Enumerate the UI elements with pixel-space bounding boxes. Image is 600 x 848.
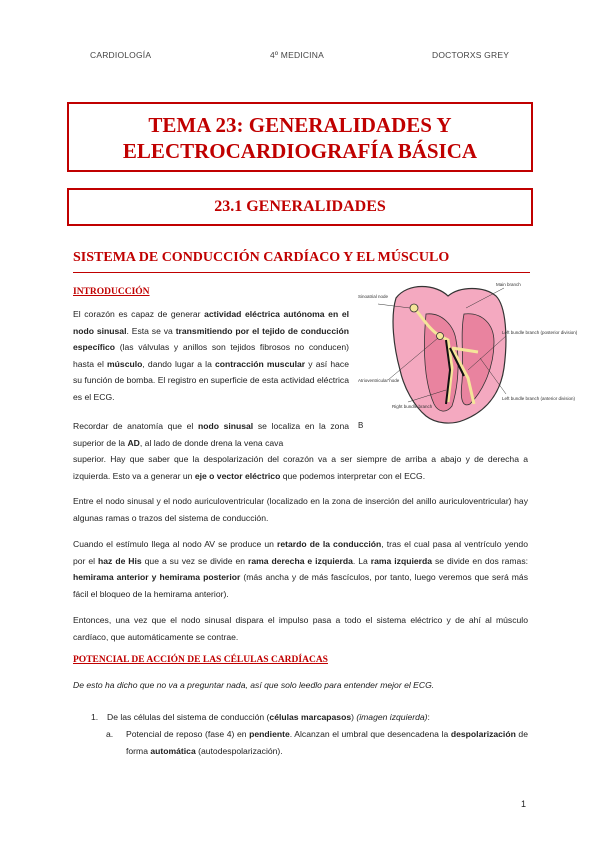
list-item-1a (106, 726, 528, 759)
potencial-heading: POTENCIAL DE ACCIÓN DE LAS CÉLULAS CARDÍACAS (73, 655, 328, 665)
intro-paragraph-5: Entonces, una vez que el nodo sinusal dispara el impulso pasa a todo el sistema eléctrico y de ahí al músculo cardíaco, que automáticamente se contrae. (73, 615, 528, 642)
title-box (67, 102, 533, 172)
label-left-bundle-anterior: Left bundle branch (anterior division) (502, 396, 576, 401)
label-main-branch: Main branch (496, 282, 521, 287)
label-right-bundle: Right bundle branch (392, 404, 433, 409)
subtitle: 23.1 GENERALIDADES (214, 198, 386, 215)
page-header-left: CARDIOLOGÍA (90, 50, 152, 60)
label-atrioventricular-node: Atrioventricular node (358, 378, 400, 383)
potencial-note: De esto ha dicho que no va a preguntar nada, así que solo leedlo para entender mejor el ECG. (73, 680, 435, 690)
intro-paragraph-3: Entre el nodo sinusal y el nodo auriculoventricular (localizado en la zona de inserción del anillo auriculoventricular) hay algunas ramas o trazos del sistema de conducción. (73, 496, 528, 523)
list-item-1-text: De las células del sistema de conducción (células marcapasos) (imagen izquierda): (107, 712, 430, 722)
label-left-bundle: Left bundle branch (posterior division) (502, 330, 578, 335)
intro-paragraph-2b: superior. Hay que saber que la despolarización del corazón va a ser siempre de arriba a abajo y de derecha a izquierda. Esto va a generar un eje o vector eléctrico que podemos interpretar con el ECG. (73, 454, 528, 481)
list-item-1a-letter: a. (106, 729, 114, 739)
page-header-right: DOCTORXS GREY (432, 50, 510, 60)
intro-paragraph-2a: Recordar de anatomía que el nodo sinusal se localiza en la zona superior de la AD, al lado de donde drena la vena cava (73, 421, 350, 448)
intro-paragraph-4: Cuando el estímulo llega al nodo AV se produce un retardo de la conducción, tras el cual pasa al ventrículo yendo por el haz de His que a su vez se divide en rama derecha e izquierda. La rama izquierda se divide en dos ramas: hemirama anterior y hemirama posterior (más ancha y de más fascículos, por tanto, luego veremos que será más fácil el bloqueo de la hemirama anterior). (73, 539, 529, 599)
subtitle-box (67, 188, 533, 226)
title-line-1: TEMA 23: GENERALIDADES Y (148, 113, 452, 137)
heart-conduction-figure (356, 278, 578, 430)
list-item-1-number: 1. (91, 712, 99, 722)
list-item-1 (91, 709, 528, 726)
section-heading: SISTEMA DE CONDUCCIÓN CARDÍACO Y EL MÚSCULO (73, 250, 530, 273)
intro-heading: INTRODUCCIÓN (73, 287, 150, 297)
page-header-center: 4º MEDICINA (270, 50, 324, 60)
title-line-2: ELECTROCARDIOGRAFÍA BÁSICA (122, 139, 478, 163)
sinoatrial-node-shape (410, 304, 418, 312)
page-number: 1 (521, 799, 527, 809)
intro-paragraph-1: El corazón es capaz de generar actividad eléctrica autónoma en el nodo sinusal. Esta se va transmitiendo por el tejido de conducción específico (las válvulas y anillos son tejidos fibrosos no conducen) hasta el músculo, dando lugar a la contracción muscular y así hace su función de bomba. El registro en superficie de esta actividad eléctrica es el ECG. (73, 309, 350, 402)
label-sinoatrial-node: Sinoatrial node (358, 294, 389, 299)
list-item-1a-text: Potencial de reposo (fase 4) en pendiente. Alcanzan el umbral que desencadena la despolarización de forma automática (autodespolarización). (126, 729, 528, 756)
figure-letter: B (358, 421, 364, 430)
